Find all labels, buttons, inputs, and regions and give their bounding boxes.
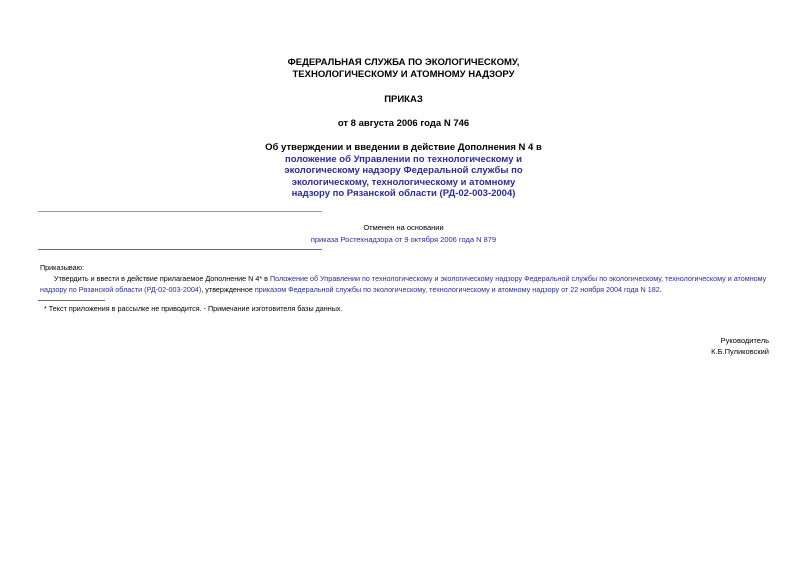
- approval-order-link[interactable]: приказом Федеральной службы по экологическому, технологическому и атомному надзору от 22 ноября 2004 года N 182: [254, 285, 660, 294]
- document-header: [0, 57, 807, 130]
- document-title: [0, 142, 807, 200]
- document-date: от 8 августа 2006 года N 746: [337, 118, 470, 129]
- divider-top: [38, 211, 322, 212]
- title-line1: Об утверждении и введении в действие Дополнения N 4 в: [265, 142, 542, 153]
- order-intro: Приказываю:: [40, 263, 84, 272]
- title-link-line2[interactable]: экологическому надзору Федеральной службы по: [284, 165, 523, 176]
- title-link-line4[interactable]: надзору по Рязанской области (РД-02-003-2004): [291, 188, 516, 199]
- order-text-part2: , утвержденное: [201, 285, 255, 294]
- signer-position: Руководитель: [720, 336, 769, 345]
- cancellation-note: [0, 222, 807, 246]
- org-name-line2: ТЕХНОЛОГИЧЕСКОМУ И АТОМНОМУ НАДЗОРУ: [292, 69, 515, 80]
- order-body: [40, 262, 775, 295]
- footnote-divider: [38, 300, 105, 301]
- regulation-link-b[interactable]: надзору по Рязанской области (РД-02-003-2004): [40, 285, 202, 294]
- cancellation-link[interactable]: приказа Ростехнадзора от 9 октября 2006 года N 879: [310, 235, 497, 244]
- footnote: * Текст приложения в рассылке не приводится. - Примечание изготовителя базы данных.: [44, 304, 343, 313]
- divider-bottom: [38, 249, 322, 250]
- signature-block: [711, 335, 769, 357]
- order-text-part1: Утвердить и ввести в действие прилагаемое Дополнение N 4* в: [54, 274, 270, 283]
- title-link-line1[interactable]: положение об Управлении по технологическому и: [285, 153, 522, 165]
- regulation-link-a[interactable]: Положение об Управлении по технологическому и экологическому надзору Федеральной службы по экологическому, технологическому и атомному: [269, 274, 767, 283]
- cancellation-label: Отменен на основании: [363, 223, 444, 232]
- document-type: ПРИКАЗ: [384, 94, 423, 105]
- order-text-part3: .: [659, 285, 662, 294]
- title-link-line3[interactable]: экологическому, технологическому и атомному: [291, 176, 516, 188]
- signer-name: К.Б.Пуликовский: [711, 347, 769, 356]
- org-name-line1: ФЕДЕРАЛЬНАЯ СЛУЖБА ПО ЭКОЛОГИЧЕСКОМУ,: [287, 57, 520, 68]
- order-paragraph: [40, 273, 775, 284]
- order-paragraph-cont: [40, 284, 775, 295]
